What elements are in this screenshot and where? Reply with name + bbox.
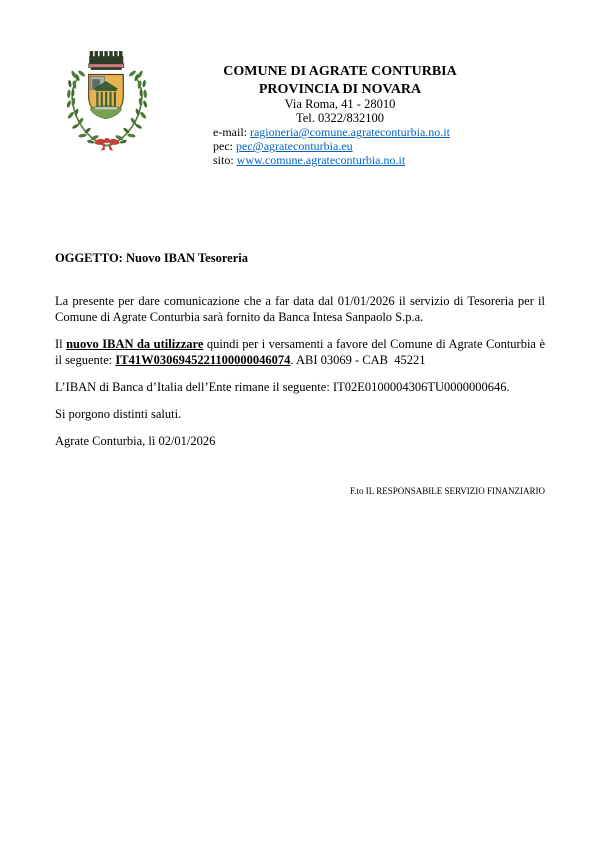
pec-link[interactable]: pec@agrateconturbia.eu: [236, 139, 353, 153]
pec-label: pec:: [213, 139, 236, 153]
org-site-line: [213, 153, 467, 167]
email-link[interactable]: ragioneria@comune.agrateconturbia.no.it: [249, 125, 450, 139]
paragraph-bank-italy-iban: L’IBAN di Banca d’Italia dell’Ente rimane il seguente: IT02E0100004306TU0000000646.: [55, 380, 510, 394]
letter-body: [55, 250, 545, 497]
org-phone: Tel. 0322/832100: [295, 110, 384, 125]
letterhead-text: [213, 63, 467, 167]
org-email-line: [213, 125, 467, 139]
org-name: COMUNE DI AGRATE CONTURBIA: [223, 64, 457, 79]
p2-emphasis-new-iban: nuovo IBAN da utilizzare: [66, 337, 204, 351]
crown: [89, 51, 124, 70]
municipal-coat-of-arms-icon: [60, 47, 154, 159]
site-link[interactable]: www.comune.agrateconturbia.no.it: [236, 153, 406, 167]
paragraph-intro: La presente per dare comunicazione che a far data dal 01/01/2026 il servizio di Tesoreria per il Comune di Agrate Conturbia sarà fornito da Banca Intesa Sanpaolo S.p.a.: [55, 294, 545, 324]
p2-text-2: quindi per i versamenti a favore del Comune di Agrate Conturbia è il seguente:: [55, 337, 545, 367]
shield: [89, 74, 124, 118]
site-label: sito:: [213, 153, 237, 167]
org-pec-line: [213, 139, 467, 153]
signature-line: F.to IL RESPONSABILE SERVIZIO FINANZIARIO: [350, 486, 545, 496]
paragraph-greetings: Si porgono distinti saluti.: [55, 407, 182, 421]
email-label: e-mail:: [213, 125, 250, 139]
place-date-line: Agrate Conturbia, lì 02/01/2026: [55, 434, 216, 448]
org-province: PROVINCIA DI NOVARA: [258, 81, 422, 97]
p2-text-3: . ABI 03069 - CAB 45221: [290, 353, 426, 367]
p2-iban-value: IT41W0306945221100000046074: [115, 353, 291, 367]
letterhead: [0, 0, 600, 170]
ribbon-bow: [94, 138, 119, 151]
p2-text-1: Il: [55, 337, 67, 351]
paragraph-new-iban: [55, 336, 545, 368]
subject-line: OGGETTO: Nuovo IBAN Tesoreria: [55, 251, 248, 265]
org-address: Via Roma, 41 - 28010: [284, 97, 396, 111]
